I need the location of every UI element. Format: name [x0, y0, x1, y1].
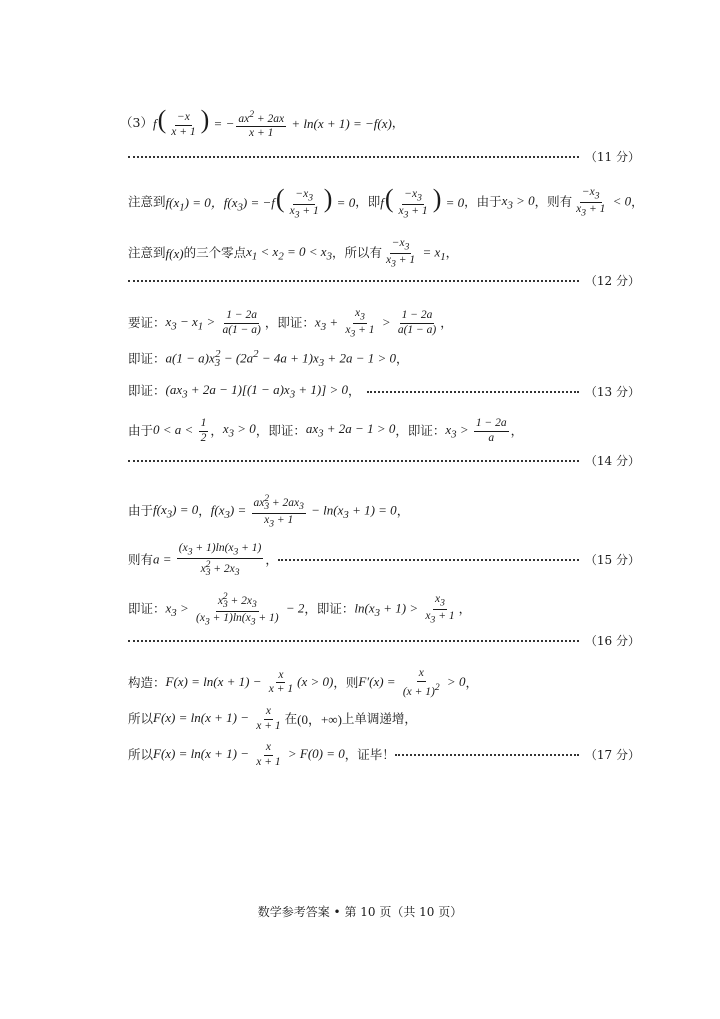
leader-dots — [128, 640, 579, 642]
score-line: （12 分） — [128, 275, 640, 287]
F-increasing: 所以 F(x) = ln(x + 1) − $\frac{x}{x + 1}$ 在 (0，+∞) 上单调递增， — [128, 705, 417, 732]
zero-observation: 注意到 $f(x_1) = 0$，$f(x_3) = -f$( $\frac{-x_3}{x_3 + 1}$ ) = 0 ，即 f( $\frac{-x_3}{x_3 + 1}$ ) = 0 ，由于 $x_3 > 0$ ，则有 $\frac{-x_3}{x_3 + 1}$ < 0 ， — [128, 184, 644, 220]
a-expression: 则有 a = $\frac{(x_3 + 1)\ln(x_3 + 1)}{x_3^2 + 2x_3}$ ， （15 分） — [128, 542, 640, 578]
prove-step-factored: 即证： $(ax_3 + 2a - 1)[(1 - a)x_3 + 1)] > 0$ ， （13 分） — [128, 382, 640, 401]
formula: f( $\frac{-x_3}{x_3 + 1}$ ) = 0 — [380, 184, 465, 220]
formula: $f(x_1) = 0$，$f(x_3) = -f$( $\frac{-x_3}{x_3 + 1}$ ) = 0 — [165, 184, 356, 220]
leader-dots — [128, 460, 579, 462]
three-zeros: 注意到 f(x) 的三个零点 $x_1 < x_2 = 0 < x_3$ ，所以有 $\frac{-x_3}{x_3 + 1}$ = $x_1$ ， — [128, 237, 459, 270]
leader-dots — [278, 559, 579, 561]
page-footer: 数学参考答案 • 第 10 页（共 10 页） — [257, 905, 463, 919]
to-prove: 要证： $x_3 - x_1$ > $\frac{1 - 2a}{a(1 - a)}$ ，即证： $x_3$ + $\frac{x_3}{x_3 + 1}$ > $\frac{1 - 2a}{a(1 - a)}$ ， — [128, 307, 453, 340]
part-label: （3） — [120, 115, 153, 131]
formula: f( $\frac{-x}{x + 1}$ ) = − $\frac{ax^2 + 2ax}{x + 1}$ + ln(x + 1) = −f(x) — [152, 105, 392, 140]
score-line: （14 分） — [128, 455, 640, 467]
score: （11 分） — [584, 150, 640, 164]
conclusion: 所以 F(x) = ln(x + 1) − $\frac{x}{x + 1}$ > F(0) = 0 ，证毕！ （17 分） — [128, 741, 640, 768]
part3-equation: （3） f( $\frac{-x}{x + 1}$ ) = − $\frac{ax^2 + 2ax}{x + 1}$ + ln(x + 1) = −f(x) ， — [120, 105, 405, 140]
construct-F: 构造： F(x) = ln(x + 1) − $\frac{x}{x + 1}$ (x > 0) ，则 F′(x) = $\frac{x}{(x + 1)^2}$ > 0 ， — [128, 667, 478, 698]
prove-step: 即证： $a(1 - a)x_3^2 - (2a^2 - 4a + 1)x_3 + 2a - 1 > 0$ ， — [128, 348, 409, 369]
prove-log-inequality: 即证： $x_3$ > $\frac{x_3^2 + 2x_3}{(x_3 + 1)\ln(x_3 + 1)}$ − 2 ，即证： $\ln(x_3 + 1)$ > $\frac{x_3}{x_3 + 1}$ ， — [128, 591, 472, 627]
leader-dots — [367, 391, 579, 393]
score-line — [128, 151, 640, 163]
score-line: （16 分） — [128, 635, 640, 647]
leader-dots — [395, 754, 579, 756]
formula: $x_3 > 0$ — [501, 192, 535, 212]
since-f-x3: 由于 $f(x_3) = 0$ ， $f(x_3)$ = $\frac{ax_3^2 + 2ax_3}{x_3 + 1}$ − $\ln(x_3 + 1) = 0$ ， — [128, 493, 410, 529]
leader-dots — [128, 280, 579, 282]
leader-dots — [128, 156, 579, 158]
formula: $\frac{-x_3}{x_3 + 1}$ < 0 — [576, 186, 632, 219]
since-a-range: 由于 0 < a < $\frac{1}{2}$ ， $x_3 > 0$ ，即证： $ax_3 + 2a - 1 > 0$ ，即证： $x_3$ > $\frac{1 - 2a}{a}$ ， — [128, 417, 524, 444]
